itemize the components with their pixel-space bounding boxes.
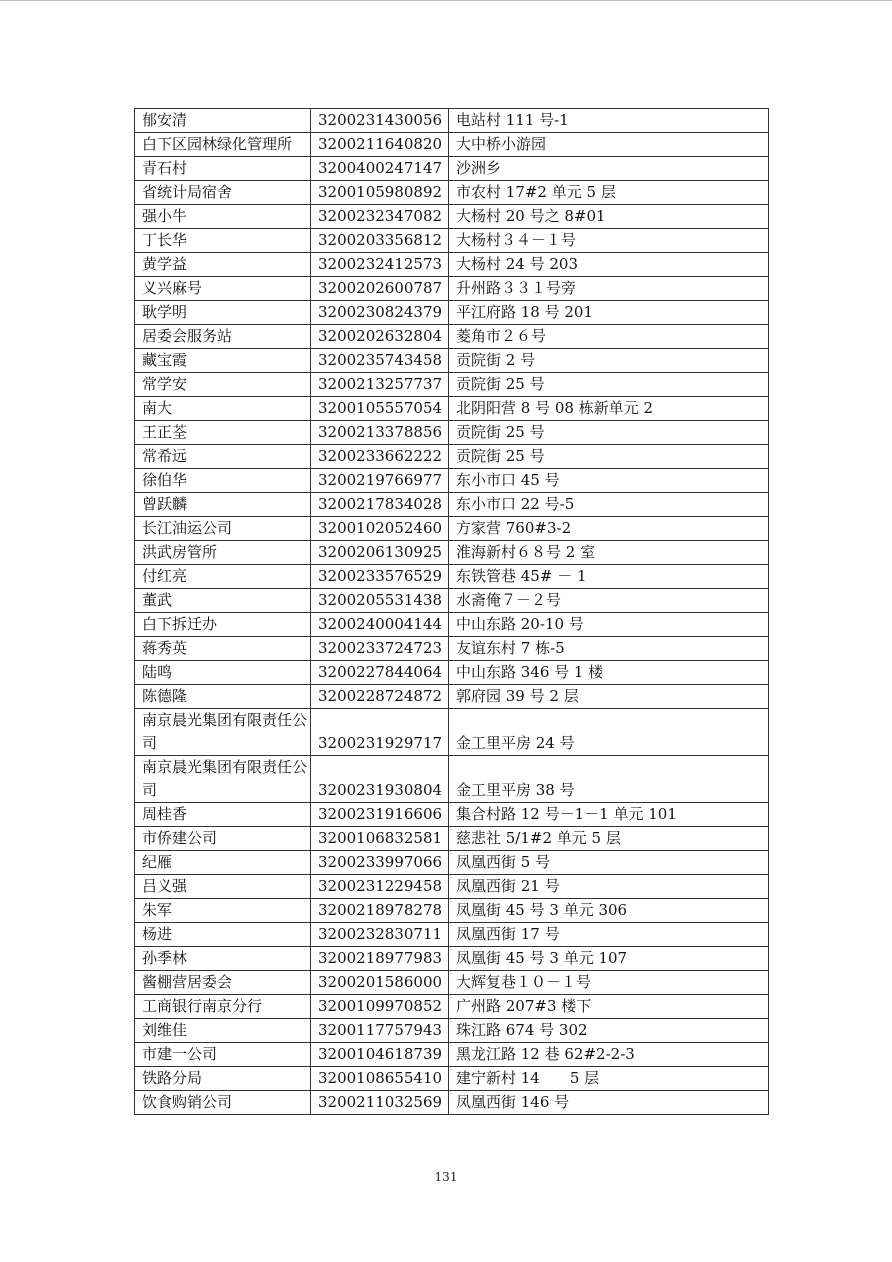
row-address-cell: 郭府园 39 号 2 层 xyxy=(449,685,769,709)
row-name-cell: 常学安 xyxy=(135,373,311,397)
row-code-cell: 3200104618739 xyxy=(311,1043,449,1067)
row-name-cell: 饮食购销公司 xyxy=(135,1091,311,1115)
table-row xyxy=(135,1091,769,1115)
table-row xyxy=(135,349,769,373)
row-address-cell: 淮海新村６８号 2 室 xyxy=(449,541,769,565)
table-row xyxy=(135,565,769,589)
table-row xyxy=(135,253,769,277)
row-address-cell: 集合村路 12 号－1－1 单元 101 xyxy=(449,803,769,827)
row-address-cell: 黑龙江路 12 巷 62#2-2-3 xyxy=(449,1043,769,1067)
row-name-cell: 黄学益 xyxy=(135,253,311,277)
row-address-cell: 东小市口 22 号-5 xyxy=(449,493,769,517)
row-name-cell: 南大 xyxy=(135,397,311,421)
row-address-cell: 友谊东村 7 栋-5 xyxy=(449,637,769,661)
row-code-cell: 3200232412573 xyxy=(311,253,449,277)
table-row xyxy=(135,133,769,157)
row-address-cell: 凤凰西街 5 号 xyxy=(449,851,769,875)
row-code-cell: 3200228724872 xyxy=(311,685,449,709)
row-code-cell: 3200105557054 xyxy=(311,397,449,421)
row-name-cell: 陆鸣 xyxy=(135,661,311,685)
table-row xyxy=(135,277,769,301)
row-code-cell: 3200231229458 xyxy=(311,875,449,899)
row-address-cell: 大辉复巷１０－１号 xyxy=(449,971,769,995)
row-code-cell: 3200202600787 xyxy=(311,277,449,301)
row-code-cell: 3200218978278 xyxy=(311,899,449,923)
table-row xyxy=(135,181,769,205)
row-name-cell: 工商银行南京分行 xyxy=(135,995,311,1019)
row-code-cell: 3200219766977 xyxy=(311,469,449,493)
row-code-cell: 3200108655410 xyxy=(311,1067,449,1091)
top-border-line xyxy=(0,0,892,1)
row-code-cell: 3200205531438 xyxy=(311,589,449,613)
table-row xyxy=(135,995,769,1019)
table-row xyxy=(135,875,769,899)
row-address-cell: 方家营 760#3-2 xyxy=(449,517,769,541)
row-code-cell: 3200201586000 xyxy=(311,971,449,995)
table-row xyxy=(135,325,769,349)
table-row xyxy=(135,661,769,685)
row-name-cell: 青石村 xyxy=(135,157,311,181)
records-table xyxy=(134,108,769,1115)
row-address-cell: 北阴阳营 8 号 08 栋新单元 2 xyxy=(449,397,769,421)
row-address-cell: 凤凰西街 21 号 xyxy=(449,875,769,899)
row-code-cell: 3200117757943 xyxy=(311,1019,449,1043)
row-address-cell: 珠江路 674 号 302 xyxy=(449,1019,769,1043)
table-row xyxy=(135,205,769,229)
table-row xyxy=(135,301,769,325)
table-row xyxy=(135,1067,769,1091)
table-row xyxy=(135,1043,769,1067)
table-row xyxy=(135,827,769,851)
row-code-cell: 3200203356812 xyxy=(311,229,449,253)
row-address-cell: 凤凰西街 17 号 xyxy=(449,923,769,947)
row-code-cell: 3200235743458 xyxy=(311,349,449,373)
row-code-cell: 3200231430056 xyxy=(311,109,449,133)
row-address-cell: 凤凰西街 146 号 xyxy=(449,1091,769,1115)
row-name-cell: 吕义强 xyxy=(135,875,311,899)
row-name-cell: 曾跃麟 xyxy=(135,493,311,517)
table-row xyxy=(135,445,769,469)
row-name-cell: 丁长华 xyxy=(135,229,311,253)
row-name-cell: 长江油运公司 xyxy=(135,517,311,541)
row-address-cell: 电站村 111 号-1 xyxy=(449,109,769,133)
row-address-cell: 凤凰街 45 号 3 单元 107 xyxy=(449,947,769,971)
row-address-cell: 沙洲乡 xyxy=(449,157,769,181)
row-code-cell: 3200213378856 xyxy=(311,421,449,445)
row-address-cell: 贡院街 25 号 xyxy=(449,421,769,445)
row-name-cell: 徐伯华 xyxy=(135,469,311,493)
row-code-cell: 3200227844064 xyxy=(311,661,449,685)
row-name-cell: 蒋秀英 xyxy=(135,637,311,661)
row-name-cell: 纪雁 xyxy=(135,851,311,875)
table-row xyxy=(135,589,769,613)
row-code-cell: 3200232830711 xyxy=(311,923,449,947)
table-row xyxy=(135,756,769,803)
row-name-cell: 南京晨光集团有限责任公司 xyxy=(135,756,311,803)
row-code-cell: 3200206130925 xyxy=(311,541,449,565)
row-name-cell: 董武 xyxy=(135,589,311,613)
row-address-cell: 中山东路 20-10 号 xyxy=(449,613,769,637)
table-row xyxy=(135,229,769,253)
row-code-cell: 3200217834028 xyxy=(311,493,449,517)
row-name-cell: 义兴麻号 xyxy=(135,277,311,301)
row-name-cell: 南京晨光集团有限责任公司 xyxy=(135,709,311,756)
row-name-cell: 郁安清 xyxy=(135,109,311,133)
row-name-cell: 市侨建公司 xyxy=(135,827,311,851)
table-row xyxy=(135,637,769,661)
row-name-cell: 刘维佳 xyxy=(135,1019,311,1043)
row-address-cell: 贡院街 25 号 xyxy=(449,373,769,397)
row-name-cell: 耿学明 xyxy=(135,301,311,325)
row-name-cell: 洪武房管所 xyxy=(135,541,311,565)
row-code-cell: 3200230824379 xyxy=(311,301,449,325)
row-address-cell: 平江府路 18 号 201 xyxy=(449,301,769,325)
table-row xyxy=(135,1019,769,1043)
table-row xyxy=(135,899,769,923)
table-row xyxy=(135,109,769,133)
row-code-cell: 3200231930804 xyxy=(311,756,449,803)
row-code-cell: 3200240004144 xyxy=(311,613,449,637)
table-row xyxy=(135,517,769,541)
row-address-cell: 贡院街 25 号 xyxy=(449,445,769,469)
row-code-cell: 3200231929717 xyxy=(311,709,449,756)
row-name-cell: 常希远 xyxy=(135,445,311,469)
row-code-cell: 3200218977983 xyxy=(311,947,449,971)
table-row xyxy=(135,421,769,445)
row-address-cell: 中山东路 346 号 1 楼 xyxy=(449,661,769,685)
table-row xyxy=(135,469,769,493)
row-code-cell: 3200106832581 xyxy=(311,827,449,851)
row-code-cell: 3200105980892 xyxy=(311,181,449,205)
row-code-cell: 3200233997066 xyxy=(311,851,449,875)
row-name-cell: 白下区园林绿化管理所 xyxy=(135,133,311,157)
table-row xyxy=(135,157,769,181)
row-name-cell: 付红亮 xyxy=(135,565,311,589)
row-address-cell: 贡院街 2 号 xyxy=(449,349,769,373)
records-table-body xyxy=(135,109,769,1115)
row-code-cell: 3200233724723 xyxy=(311,637,449,661)
table-row xyxy=(135,397,769,421)
row-name-cell: 杨进 xyxy=(135,923,311,947)
row-address-cell: 大杨村 20 号之 8#01 xyxy=(449,205,769,229)
row-address-cell: 东铁管巷 45# － 1 xyxy=(449,565,769,589)
row-name-cell: 强小牛 xyxy=(135,205,311,229)
row-address-cell: 金工里平房 24 号 xyxy=(449,709,769,756)
table-row xyxy=(135,851,769,875)
page-number: 131 xyxy=(434,1170,458,1184)
row-address-cell: 建宁新村 14 5 层 xyxy=(449,1067,769,1091)
row-name-cell: 酱棚营居委会 xyxy=(135,971,311,995)
row-code-cell: 3200102052460 xyxy=(311,517,449,541)
table-row xyxy=(135,685,769,709)
row-name-cell: 朱军 xyxy=(135,899,311,923)
row-code-cell: 3200202632804 xyxy=(311,325,449,349)
table-row xyxy=(135,803,769,827)
table-row xyxy=(135,373,769,397)
row-name-cell: 王正荃 xyxy=(135,421,311,445)
row-address-cell: 升州路３３１号旁 xyxy=(449,277,769,301)
table-row xyxy=(135,923,769,947)
row-name-cell: 市建一公司 xyxy=(135,1043,311,1067)
row-code-cell: 3200400247147 xyxy=(311,157,449,181)
row-code-cell: 3200231916606 xyxy=(311,803,449,827)
row-name-cell: 陈德隆 xyxy=(135,685,311,709)
row-name-cell: 孙季林 xyxy=(135,947,311,971)
row-address-cell: 大杨村 24 号 203 xyxy=(449,253,769,277)
row-name-cell: 白下拆迁办 xyxy=(135,613,311,637)
row-address-cell: 大中桥小游园 xyxy=(449,133,769,157)
table-row xyxy=(135,709,769,756)
row-address-cell: 水斋俺７－２号 xyxy=(449,589,769,613)
row-code-cell: 3200232347082 xyxy=(311,205,449,229)
row-code-cell: 3200233576529 xyxy=(311,565,449,589)
row-name-cell: 居委会服务站 xyxy=(135,325,311,349)
row-code-cell: 3200211032569 xyxy=(311,1091,449,1115)
table-row xyxy=(135,493,769,517)
table-row xyxy=(135,541,769,565)
row-code-cell: 3200233662222 xyxy=(311,445,449,469)
row-address-cell: 凤凰街 45 号 3 单元 306 xyxy=(449,899,769,923)
row-code-cell: 3200213257737 xyxy=(311,373,449,397)
row-address-cell: 大杨村３４－１号 xyxy=(449,229,769,253)
row-address-cell: 金工里平房 38 号 xyxy=(449,756,769,803)
row-code-cell: 3200109970852 xyxy=(311,995,449,1019)
row-address-cell: 广州路 207#3 楼下 xyxy=(449,995,769,1019)
row-name-cell: 藏宝霞 xyxy=(135,349,311,373)
row-address-cell: 菱角市２６号 xyxy=(449,325,769,349)
row-address-cell: 慈悲社 5/1#2 单元 5 层 xyxy=(449,827,769,851)
row-code-cell: 3200211640820 xyxy=(311,133,449,157)
row-address-cell: 东小市口 45 号 xyxy=(449,469,769,493)
row-name-cell: 周桂香 xyxy=(135,803,311,827)
row-address-cell: 市农村 17#2 单元 5 层 xyxy=(449,181,769,205)
row-name-cell: 铁路分局 xyxy=(135,1067,311,1091)
table-row xyxy=(135,947,769,971)
table-row xyxy=(135,971,769,995)
table-row xyxy=(135,613,769,637)
row-name-cell: 省统计局宿舍 xyxy=(135,181,311,205)
